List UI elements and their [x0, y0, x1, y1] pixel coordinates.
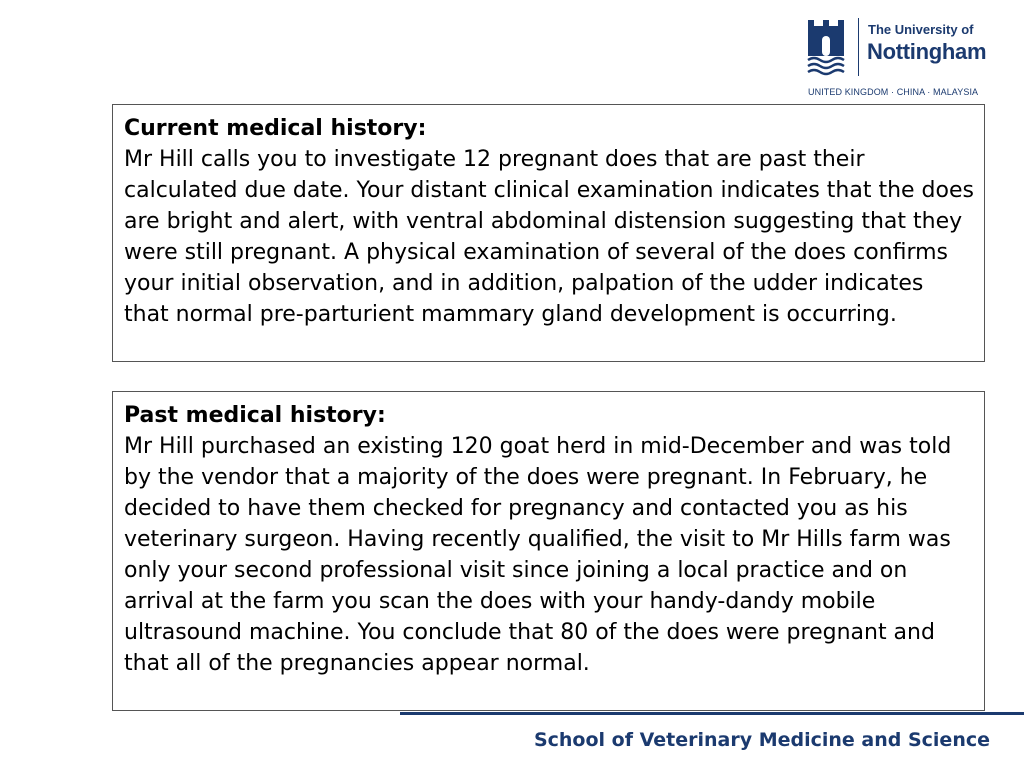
university-name-line1: The University of [868, 22, 974, 37]
current-medical-history-text: Mr Hill calls you to investigate 12 pregnant does that are past their calculated due date. Your distant clinical examination indicates that the does are bright and alert, with ventral abdominal distension suggesting that they were still pregnant. A physical examination of several of the does confirms your initial observation, and in addition, palpation of the udder indicates that normal pre-parturient mammary gland development is occurring. [124, 147, 974, 327]
university-logo [806, 14, 1006, 102]
castle-crest-icon [806, 18, 846, 76]
past-medical-history-box [112, 391, 985, 711]
logo-divider [858, 18, 859, 76]
current-medical-history-heading: Current medical history: [124, 116, 427, 141]
footer-rule [400, 712, 1024, 715]
school-name: School of Veterinary Medicine and Science [533, 729, 990, 751]
university-name-line2: Nottingham [867, 39, 987, 64]
past-medical-history-text: Mr Hill purchased an existing 120 goat herd in mid-December and was told by the vendor that a majority of the does were pregnant. In February, he decided to have them checked for pregnancy and contacted you as his veterinary surgeon. Having recently qualified, the visit to Mr Hills farm was only your second professional visit since joining a local practice and on arrival at the farm you scan the does with your handy-dandy mobile ultrasound machine. You conclude that 80 of the does were pregnant and that all of the pregnancies appear normal. [124, 434, 952, 676]
campus-tagline: UNITED KINGDOM · CHINA · MALAYSIA [808, 87, 979, 97]
current-medical-history-box [112, 104, 985, 362]
past-medical-history-heading: Past medical history: [124, 403, 386, 428]
